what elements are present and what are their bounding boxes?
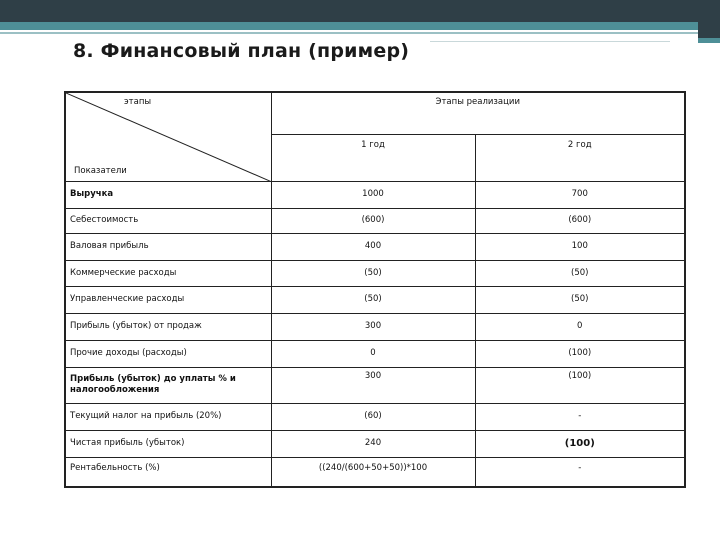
row-value-year-1: (50) (271, 286, 475, 313)
header-year-2: 2 год (475, 134, 685, 181)
row-value-year-1: 240 (271, 430, 475, 457)
corner-cell (65, 92, 271, 181)
table-row (65, 286, 685, 313)
row-label-ebit: Прибыль (убыток) до уплаты % и налогообложения (65, 367, 271, 403)
top-dark-bar-right (698, 0, 720, 38)
table-row (65, 430, 685, 457)
row-value-year-1: 300 (271, 313, 475, 340)
row-value-year-2: 100 (475, 233, 685, 260)
row-label-profitability: Рентабельность (%) (65, 457, 271, 487)
row-value-year-2: - (475, 457, 685, 487)
row-value-year-2: (50) (475, 260, 685, 286)
top-thin-line (0, 32, 698, 34)
top-teal-bar (0, 22, 698, 30)
row-value-year-1: 1000 (271, 181, 475, 208)
header-year-1: 1 год (271, 134, 475, 181)
table-row (65, 233, 685, 260)
row-value-year-1: ((240/(600+50+50))*100 (271, 457, 475, 487)
row-label-net-profit: Чистая прибыль (убыток) (65, 430, 271, 457)
row-label-sales-profit: Прибыль (убыток) от продаж (65, 313, 271, 340)
row-value-year-2: (100) (475, 340, 685, 367)
top-thin-line-accent (430, 41, 670, 42)
row-label-other-income: Прочие доходы (расходы) (65, 340, 271, 367)
corner-label-stages: этапы (124, 97, 152, 107)
top-dark-bar (0, 0, 720, 22)
table-row (65, 313, 685, 340)
table-row (65, 367, 685, 403)
table-row (65, 457, 685, 487)
row-value-year-1: (600) (271, 208, 475, 233)
row-value-year-1: (60) (271, 403, 475, 430)
row-value-year-1: 400 (271, 233, 475, 260)
corner-label-indicators: Показатели (74, 165, 127, 176)
header-row-1 (65, 92, 685, 134)
table-row (65, 260, 685, 286)
row-value-year-2: (50) (475, 286, 685, 313)
row-value-year-2: (100) (475, 430, 685, 457)
table-row (65, 181, 685, 208)
row-label-cost: Себестоимость (65, 208, 271, 233)
table-row (65, 403, 685, 430)
row-value-year-1: (50) (271, 260, 475, 286)
table-row (65, 208, 685, 233)
row-value-year-2: 700 (475, 181, 685, 208)
financial-plan-table (64, 91, 686, 488)
row-value-year-1: 0 (271, 340, 475, 367)
row-label-income-tax: Текущий налог на прибыль (20%) (65, 403, 271, 430)
slide-title: 8. Финансовый план (пример) (73, 40, 410, 62)
row-value-year-2: 0 (475, 313, 685, 340)
row-value-year-2: (100) (475, 367, 685, 403)
row-label-admin-expenses: Управленческие расходы (65, 286, 271, 313)
top-teal-bar-right (698, 38, 720, 43)
row-label-selling-expenses: Коммерческие расходы (65, 260, 271, 286)
row-label-gross-profit: Валовая прибыль (65, 233, 271, 260)
row-label-revenue: Выручка (65, 181, 271, 208)
table-row (65, 340, 685, 367)
row-value-year-2: (600) (475, 208, 685, 233)
header-stages-cell: Этапы реализации (271, 92, 685, 134)
row-value-year-1: 300 (271, 367, 475, 403)
row-value-year-2: - (475, 403, 685, 430)
